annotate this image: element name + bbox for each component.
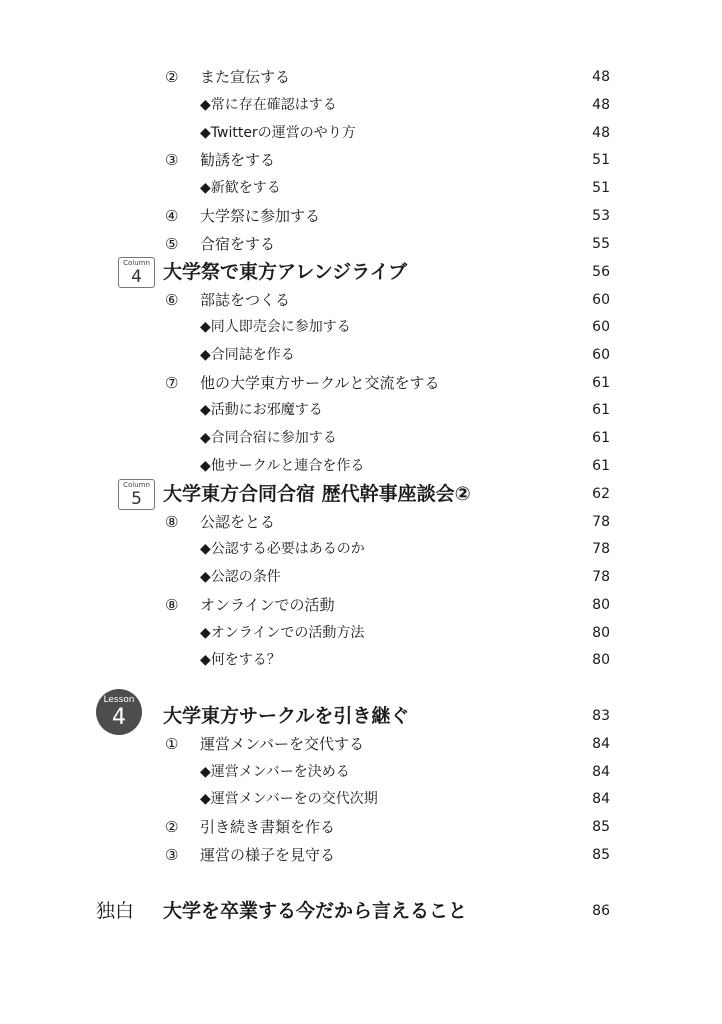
leader-dots	[326, 397, 578, 423]
toc-entry[interactable]	[0, 731, 722, 757]
page-number: 78	[592, 514, 610, 530]
leader-dots	[284, 647, 578, 673]
column-number: 4	[131, 267, 142, 287]
page-number: 78	[592, 569, 610, 585]
toc-entry[interactable]	[0, 314, 722, 340]
leader-dots	[367, 620, 578, 646]
leader-dots	[367, 731, 578, 757]
toc-entry[interactable]	[0, 536, 722, 562]
leader-dots	[412, 703, 578, 729]
lesson-label: Lesson	[103, 695, 135, 705]
page-number: 48	[592, 97, 610, 113]
toc-entry[interactable]	[0, 147, 722, 173]
entry-number: ⑧	[165, 596, 179, 614]
entry-title: ◆新歓をする	[200, 180, 281, 196]
toc-entry[interactable]	[0, 509, 722, 535]
entry-number: ④	[165, 207, 179, 225]
toc-entry[interactable]	[0, 342, 722, 368]
leader-dots	[443, 370, 578, 396]
toc-entry[interactable]	[0, 620, 722, 646]
page-number: 51	[592, 180, 610, 196]
toc-entry[interactable]	[0, 231, 722, 257]
toc-entry[interactable]	[0, 759, 722, 785]
toc-entry[interactable]	[0, 647, 722, 673]
entry-title: ◆常に存在確認はする	[200, 97, 337, 113]
entry-number: ②	[165, 818, 179, 836]
entry-title: 公認をとる	[200, 513, 276, 531]
entry-title: ◆合同誌を作る	[200, 347, 295, 363]
entry-title: 運営の様子を見守る	[200, 846, 336, 864]
entry-title: 大学祭で東方アレンジライブ	[163, 261, 408, 283]
entry-number: ③	[165, 846, 179, 864]
toc-entry[interactable]	[0, 397, 722, 423]
entry-title: 引き続き書類を作る	[200, 818, 336, 836]
column-badge	[118, 257, 155, 288]
page-number: 61	[592, 458, 610, 474]
page-number: 86	[592, 903, 610, 919]
entry-title: 合宿をする	[200, 235, 276, 253]
entry-title: ◆Twitterの運営のやり方	[200, 125, 356, 141]
page-number: 84	[592, 736, 610, 752]
entry-title: ◆同人即売会に参加する	[200, 319, 351, 335]
leader-dots	[278, 231, 578, 257]
entry-number: ①	[165, 735, 179, 753]
leader-dots	[340, 425, 578, 451]
leader-dots	[368, 536, 578, 562]
entry-title: 他の大学東方サークルと交流をする	[200, 374, 440, 392]
page-number: 85	[592, 819, 610, 835]
page-number: 80	[592, 597, 610, 613]
toc-entry[interactable]	[0, 370, 722, 396]
entry-title: 運営メンバーを交代する	[200, 735, 364, 753]
leader-dots	[381, 786, 578, 812]
page-number: 85	[592, 847, 610, 863]
entry-title: オンラインでの活動	[200, 596, 335, 614]
leader-dots	[284, 175, 578, 201]
leader-dots	[293, 287, 578, 313]
toc-entry[interactable]	[0, 64, 722, 90]
page-number: 84	[592, 764, 610, 780]
entry-title: ◆他サークルと連合を作る	[200, 458, 365, 474]
leader-dots	[367, 453, 578, 479]
entry-title: ◆公認の条件	[200, 569, 281, 585]
entry-title: 大学祭に参加する	[200, 207, 321, 225]
page-number: 60	[592, 319, 610, 335]
leader-dots	[293, 64, 578, 90]
page-number: 60	[592, 347, 610, 363]
column-label: Column	[123, 481, 150, 489]
page-number: 56	[592, 264, 610, 280]
column-label: Column	[123, 259, 150, 267]
toc-entry[interactable]	[0, 481, 722, 507]
entry-title: ◆運営メンバーをの交代次期	[200, 791, 378, 807]
leader-dots	[298, 342, 578, 368]
toc-entry[interactable]	[0, 120, 722, 146]
leader-dots	[338, 592, 578, 618]
entry-title: ◆合同合宿に参加する	[200, 430, 337, 446]
page-number: 78	[592, 541, 610, 557]
entry-number: ⑥	[165, 291, 179, 309]
page-number: 48	[592, 69, 610, 85]
page-number: 53	[592, 208, 610, 224]
entry-number: ⑤	[165, 235, 179, 253]
page-number: 80	[592, 625, 610, 641]
leader-dots	[410, 259, 578, 285]
page-number: 84	[592, 791, 610, 807]
toc-entry[interactable]	[0, 842, 722, 868]
lesson-badge	[96, 689, 142, 735]
page-number: 80	[592, 652, 610, 668]
column-number: 5	[131, 489, 142, 509]
entry-number: ⑧	[165, 513, 179, 531]
entry-title: 部誌をつくる	[200, 291, 291, 309]
toc-entry[interactable]	[0, 453, 722, 479]
leader-dots	[338, 814, 578, 840]
leader-dots	[353, 759, 578, 785]
leader-dots	[338, 842, 578, 868]
toc-entry[interactable]	[0, 786, 722, 812]
leader-dots	[354, 314, 578, 340]
column-badge	[118, 479, 155, 510]
entry-number: ②	[165, 68, 179, 86]
leader-dots	[284, 564, 578, 590]
entry-number: ⑦	[165, 374, 179, 392]
page-number: 83	[592, 708, 610, 724]
toc-entry[interactable]	[0, 175, 722, 201]
afterword-label: 独白	[96, 900, 135, 922]
page-number: 62	[592, 486, 610, 502]
leader-dots	[340, 92, 578, 118]
entry-title: また宣伝する	[200, 68, 291, 86]
leader-dots	[278, 509, 578, 535]
entry-title: 勧誘をする	[200, 151, 276, 169]
entry-title: 大学東方合同合宿 歴代幹事座談会②	[163, 483, 471, 505]
page-number: 61	[592, 375, 610, 391]
lesson-number: 4	[112, 705, 126, 730]
toc-entry[interactable]	[0, 203, 722, 229]
page-number: 51	[592, 152, 610, 168]
entry-title: ◆活動にお邪魔する	[200, 402, 323, 418]
leader-dots	[470, 898, 578, 924]
entry-title: 大学を卒業する今だから言えること	[163, 900, 468, 922]
toc-entry[interactable]	[0, 564, 722, 590]
toc-entry[interactable]	[0, 287, 722, 313]
leader-dots	[278, 147, 578, 173]
page-number: 60	[592, 292, 610, 308]
entry-title: ◆運営メンバーを決める	[200, 764, 350, 780]
leader-dots	[323, 203, 578, 229]
toc-entry[interactable]	[0, 592, 722, 618]
page-number: 48	[592, 125, 610, 141]
page-number: 55	[592, 236, 610, 252]
entry-title: ◆公認する必要はあるのか	[200, 541, 365, 557]
entry-title: 大学東方サークルを引き継ぐ	[163, 705, 410, 727]
toc-entry[interactable]	[0, 425, 722, 451]
entry-title: ◆何をする？	[200, 652, 281, 668]
toc-entry[interactable]	[0, 814, 722, 840]
entry-number: ③	[165, 151, 179, 169]
toc-entry[interactable]	[0, 259, 722, 285]
leader-dots	[474, 481, 578, 507]
toc-entry[interactable]	[0, 92, 722, 118]
leader-dots	[359, 120, 578, 146]
page-number: 61	[592, 402, 610, 418]
entry-title: ◆オンラインでの活動方法	[200, 625, 365, 641]
page-number: 61	[592, 430, 610, 446]
